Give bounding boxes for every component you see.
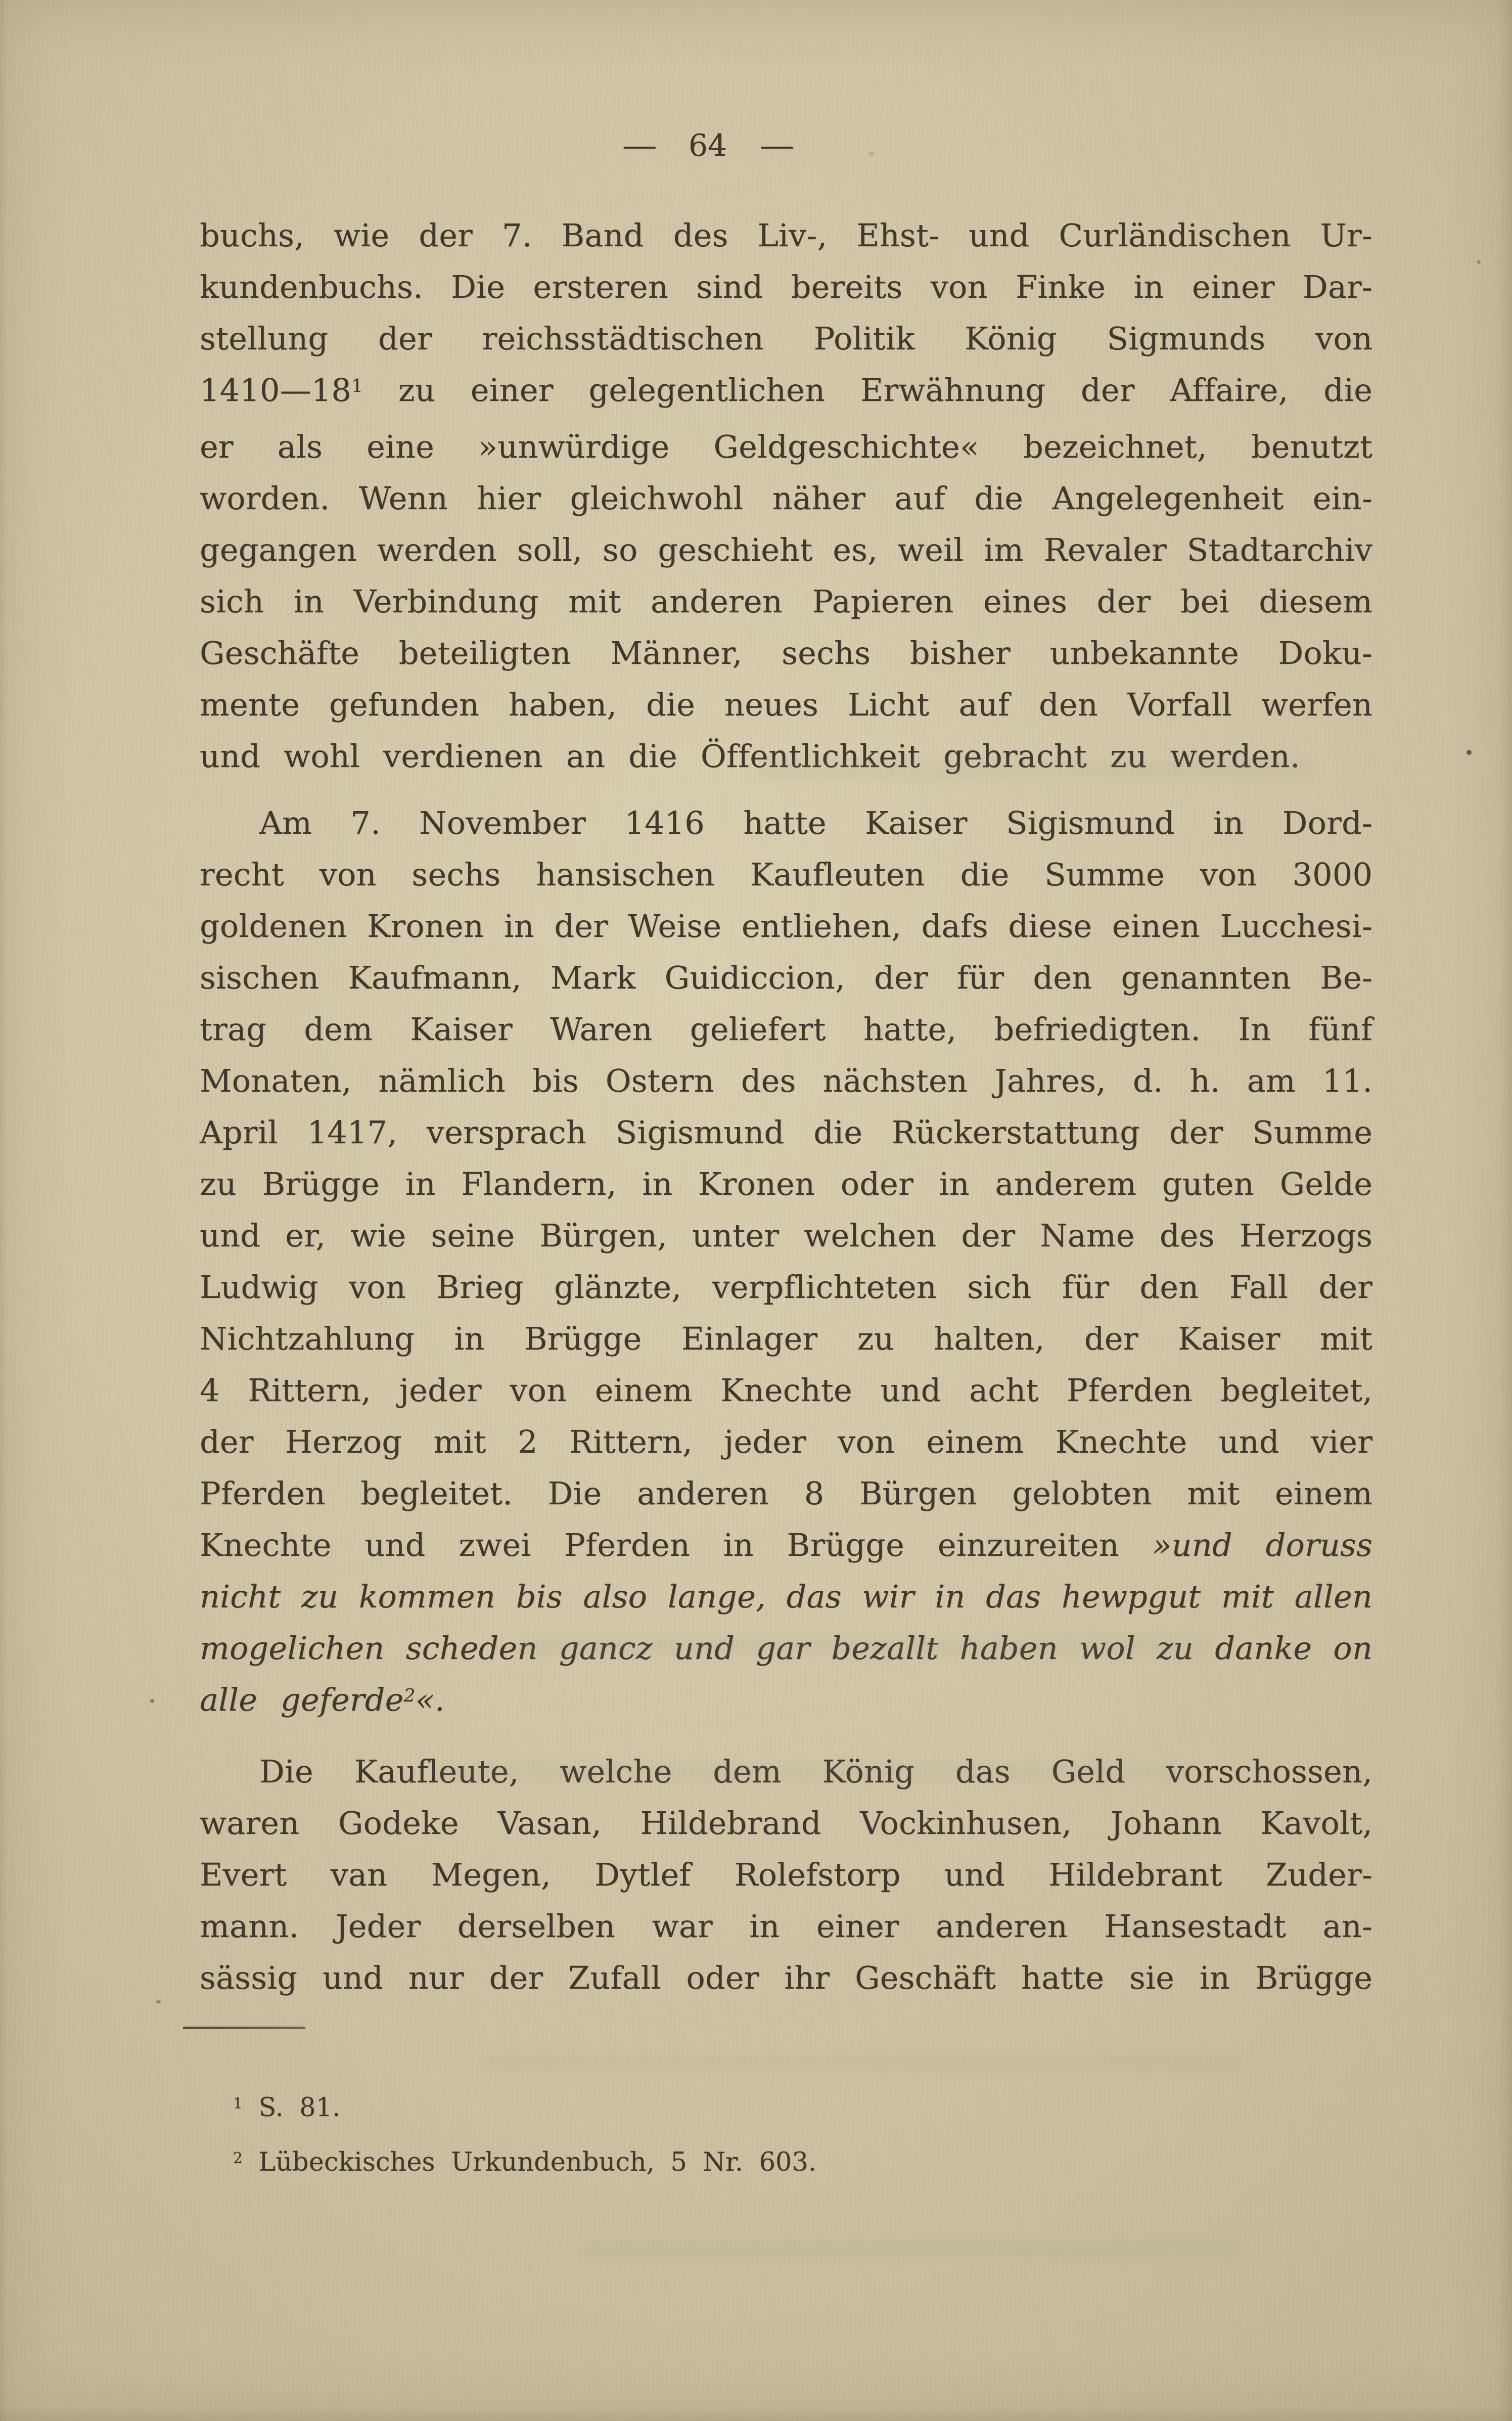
- text-segment: goldenen Kronen in der Weise entliehen, dafs diese einen Lucchesi-: [200, 908, 1372, 945]
- text-line: [200, 1262, 1372, 1313]
- text-segment: waren Godeke Vasan, Hildebrand Vockinhusen, Johann Kavolt,: [200, 1805, 1372, 1842]
- text-segment: Ludwig von Brieg glänzte, verpflichteten sich für den Fall der: [200, 1269, 1372, 1306]
- page-number: 64: [688, 128, 727, 163]
- page-showthrough-smudge: [581, 2241, 1239, 2257]
- text-segment: Pferden begleitet. Die anderen 8 Bürgen gelobten mit einem: [200, 1475, 1372, 1512]
- text-segment: gegangen werden soll, so geschieht es, weil im Revaler Stadtarchiv: [200, 531, 1372, 568]
- text-line: [200, 731, 1372, 782]
- text-segment: und wohl verdienen an die Öffentlichkeit gebracht zu werden.: [200, 738, 1300, 775]
- text-line: [200, 1952, 1372, 2004]
- text-segment: kundenbuchs. Die ersteren sind bereits von Finke in einer Dar-: [200, 268, 1372, 305]
- text-segment: buchs, wie der 7. Band des Liv-, Ehst- und Curländischen Ur-: [200, 217, 1372, 254]
- text-line: [200, 1107, 1372, 1158]
- text-segment: Knechte und zwei Pferden in Brügge einzureiten: [200, 1527, 1153, 1563]
- text-line: [200, 473, 1372, 524]
- text-segment: Lübeckisches Urkundenbuch, 5 Nr. 603.: [242, 2147, 817, 2177]
- text-segment: zu Brügge in Flandern, in Kronen oder in anderem guten Gelde: [200, 1165, 1372, 1202]
- text-line: [200, 365, 1372, 421]
- text-line: [200, 1623, 1372, 1674]
- text-line: [200, 1158, 1372, 1210]
- text-line: [200, 1746, 1372, 1798]
- text-segment: Am 7. November 1416 hatte Kaiser Sigismund in Dord-: [259, 804, 1372, 841]
- text-line: [200, 1798, 1372, 1849]
- footnote-line: [200, 2137, 1372, 2191]
- text-line: [200, 1571, 1372, 1623]
- text-segment: er als eine »unwürdige Geldgeschichte« bezeichnet, benutzt: [200, 428, 1372, 465]
- text-segment: Nichtzahlung in Brügge Einlager zu halten, der Kaiser mit: [200, 1320, 1372, 1357]
- text-line: [200, 1416, 1372, 1468]
- text-segment: mente gefunden haben, die neues Licht auf den Vorfall werfen: [200, 686, 1372, 723]
- text-segment: sich in Verbindung mit anderen Papieren eines der bei diesem: [200, 583, 1372, 620]
- text-line: [200, 952, 1372, 1004]
- header-right-dash: —: [759, 128, 794, 163]
- text-segment: worden. Wenn hier gleichwohl näher auf die Angelegenheit ein-: [200, 480, 1372, 517]
- text-line: [200, 313, 1372, 365]
- text-segment: trag dem Kaiser Waren geliefert hatte, befriedigten. In fünf: [200, 1011, 1372, 1048]
- text-segment: 1410—18: [200, 372, 352, 409]
- paper-speck: [150, 1699, 154, 1703]
- text-line: [200, 421, 1372, 473]
- text-line: [200, 901, 1372, 952]
- text-segment: nicht zu kommen bis also lange, das wir in das hewpgut mit allen: [200, 1578, 1372, 1615]
- text-line: [200, 1365, 1372, 1416]
- text-line: [200, 627, 1372, 679]
- text-line: [200, 797, 1372, 849]
- text-segment: zu einer gelegentlichen Erwähnung der Affaire, die: [363, 372, 1372, 409]
- footnotes-block: [200, 2082, 1372, 2191]
- text-segment: mann. Jeder derselben war in einer anderen Hansestadt an-: [200, 1908, 1372, 1945]
- footnote-marker: 2: [403, 1685, 416, 1707]
- text-segment: »und doruss: [1152, 1527, 1373, 1563]
- text-line: [200, 1055, 1372, 1107]
- text-segment: alle geferde: [200, 1681, 404, 1718]
- text-line: [200, 1519, 1372, 1571]
- text-segment: «.: [415, 1681, 445, 1718]
- text-line: [200, 261, 1372, 313]
- text-segment: und er, wie seine Bürgen, unter welchen der Name des Herzogs: [200, 1217, 1372, 1254]
- text-line: [200, 679, 1372, 731]
- text-segment: sischen Kaufmann, Mark Guidiccion, der für den genannten Be-: [200, 959, 1372, 996]
- footnote-separator-rule: [183, 2027, 305, 2029]
- text-segment: stellung der reichsstädtischen Politik König Sigmunds von: [200, 320, 1372, 357]
- text-segment: S. 81.: [242, 2093, 341, 2123]
- text-line: [200, 524, 1372, 576]
- text-line: [200, 1468, 1372, 1519]
- footnote-marker: 1: [233, 2095, 243, 2113]
- text-line: [200, 1313, 1372, 1365]
- text-segment: mogelichen scheden gancz und gar bezallt haben wol zu danke on: [200, 1630, 1372, 1667]
- text-segment: recht von sechs hansischen Kaufleuten die Summe von 3000: [200, 856, 1372, 893]
- text-line: [200, 1849, 1372, 1901]
- text-segment: 4 Rittern, jeder von einem Knechte und acht Pferden begleitet,: [200, 1372, 1372, 1409]
- text-line: [200, 210, 1372, 261]
- text-line: [200, 1674, 1372, 1731]
- text-segment: Die Kaufleute, welche dem König das Geld vorschossen,: [259, 1753, 1372, 1790]
- text-segment: Monaten, nämlich bis Ostern des nächsten Jahres, d. h. am 11.: [200, 1062, 1372, 1099]
- paper-speck: [1477, 260, 1481, 264]
- text-line: [200, 576, 1372, 627]
- page-header: [622, 127, 794, 164]
- paper-speck: [868, 152, 874, 156]
- page-showthrough-smudge: [480, 2054, 1239, 2071]
- text-segment: April 1417, versprach Sigismund die Rückerstattung der Summe: [200, 1114, 1372, 1151]
- footnote-marker: 1: [351, 376, 363, 397]
- text-segment: sässig und nur der Zufall oder ihr Geschäft hatte sie in Brügge: [200, 1959, 1372, 1996]
- text-line: [200, 1901, 1372, 1952]
- text-line: [200, 1210, 1372, 1262]
- paper-speck: [156, 2000, 161, 2003]
- footnote-line: [200, 2082, 1372, 2137]
- text-segment: Geschäfte beteiligten Männer, sechs bisher unbekannte Doku-: [200, 635, 1372, 671]
- text-segment: der Herzog mit 2 Rittern, jeder von einem Knechte und vier: [200, 1423, 1372, 1460]
- body-text-block: [200, 210, 1372, 2004]
- text-line: [200, 1004, 1372, 1055]
- paper-speck: [1467, 750, 1472, 755]
- footnote-marker: 2: [233, 2149, 243, 2167]
- text-line: [200, 849, 1372, 901]
- text-segment: Evert van Megen, Dytlef Rolefstorp und Hildebrant Zuder-: [200, 1856, 1372, 1893]
- header-left-dash: —: [622, 128, 656, 163]
